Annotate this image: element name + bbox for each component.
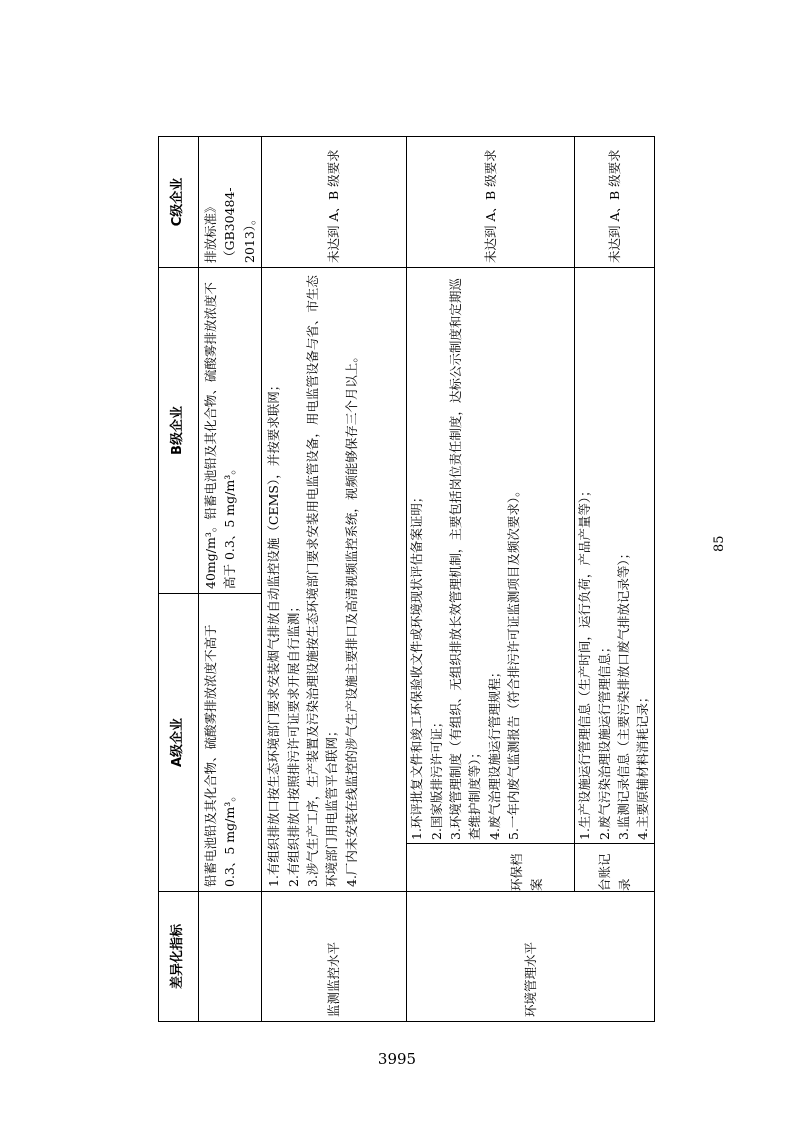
monitoring-item: 2.有组织排放口按照排污许可证要求开展自行监测； [285,600,301,887]
emission-row [199,137,262,1022]
monitoring-item: 4.厂内未安装在线监控的涉气生产设施主要排口及高清视频监控系统，视频能够保存三个月以上。 [343,350,359,887]
archive-ab-cell [407,268,575,892]
ledger-items [575,268,654,843]
archive-c-cell: 未达到 A、B 级要求 [407,137,575,268]
archive-subgroup [407,268,574,891]
archive-label: 环保档案 [407,843,574,891]
ledger-c-cell: 未达到 A、B 级要求 [575,137,655,268]
page-number: 85 [712,535,727,552]
rotated-table-container [158,137,651,1022]
monitoring-row [262,137,407,1022]
ledger-item: 1.生产设施运行管理信息（生产时间，运行负荷，产品产量等）； [577,484,593,840]
management-archive-row [407,137,575,1022]
ledger-label: 台账记录 [575,843,654,891]
header-b: B级企业 [159,268,199,594]
ledger-item: 4.主要原辅材料消耗记录； [635,690,651,840]
monitoring-c-cell: 未达到 A、B 级要求 [262,137,407,268]
archive-items [407,268,574,843]
ledger-item: 3.监测记录信息（主要污染排放口废气排放记录等）； [615,546,631,840]
management-index-cell: 环境管理水平 [407,892,655,1022]
emission-index-cell [199,892,262,1022]
ledger-item: 2.废气污染治理设施运行管理信息； [596,640,612,840]
archive-item: 2.国家版排污许可证； [428,715,444,840]
header-c: C级企业 [159,137,199,268]
emission-b-cell: 40mg/m³。铅蓄电池铅及其化合物、硫酸雾排放浓度不高于 0.3、5 mg/m³。 [199,268,262,594]
archive-item: 1.环评批复文件和竣工环保验收文件或环境现状评估备案证明； [409,490,425,840]
header-index: 差异化指标 [159,892,199,1022]
archive-item: 5.一年内废气监测报告（符合排污许可证监测项目及频次要求）。 [506,484,521,840]
monitoring-index-cell: 监测监控水平 [262,892,407,1022]
monitoring-ab-cell [262,268,407,892]
table-header-row [159,137,199,1022]
grading-table [158,136,655,1022]
monitoring-item: 1.有组织排放口按生态环境部门要求安装烟气排放自动监控设施（CEMS），并按要求联网； [266,378,282,887]
header-a: A级企业 [159,594,199,892]
archive-item: 3.环境管理制度（有组织、无组织排放长效管理机制，主要包括岗位责任制度，达标公示制度和定期巡查维护制度等）； [447,278,483,840]
ledger-ab-cell [575,268,655,892]
monitoring-item: 3.涉气生产工序，生产装置及污染治理设施按生态环境部门要求安装用电监管设备，用电监管设备与省、市生态环境部门用电监管平台联网； [304,275,340,887]
document-number: 3995 [377,1050,417,1068]
emission-a-cell: 铅蓄电池铅及其化合物、硫酸雾排放浓度不高于 0.3、5 mg/m³。 [199,594,262,892]
emission-c-cell: 排放标准》（GB30484-2013）。 [199,137,262,268]
ledger-subgroup [575,268,654,891]
management-ledger-row [575,137,655,1022]
archive-item: 4.废气治理设施运行管理规程； [486,665,502,840]
